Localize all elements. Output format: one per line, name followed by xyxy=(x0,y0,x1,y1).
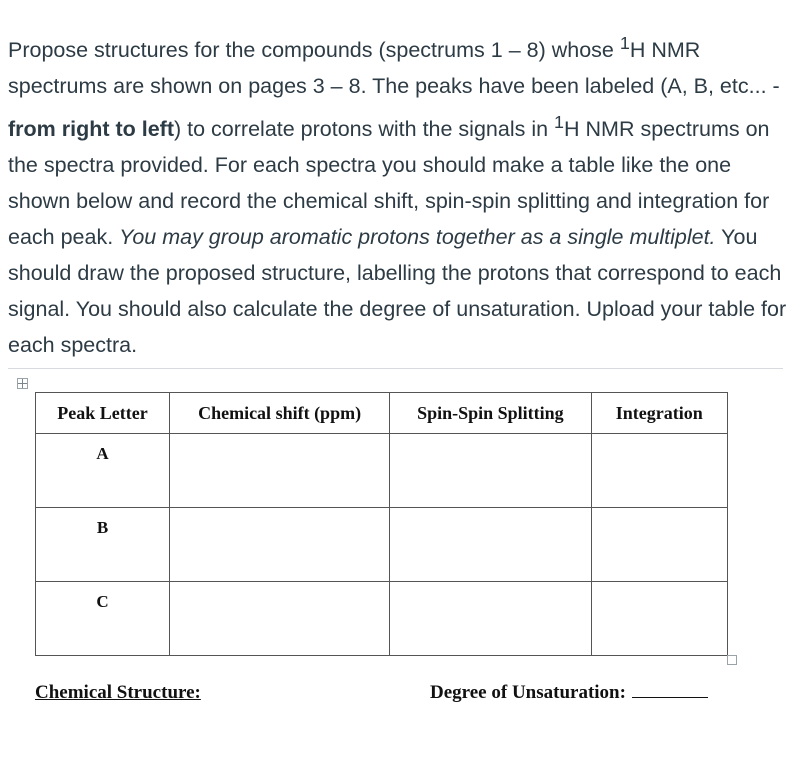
prompt-text-3: ) to correlate protons with the signals in xyxy=(174,117,555,142)
prompt-text-1: Propose structures for the compounds (spectrums 1 – 8) whose xyxy=(8,38,620,63)
prompt-text-4: H NMR spectrums on the spectra provided. For each spectra you should make a table like the one shown below and record the chemical shift, spin-spin splitting and integration for each peak. xyxy=(8,117,770,250)
question-prompt xyxy=(8,25,793,363)
integration-cell[interactable] xyxy=(591,434,727,508)
answer-blank-line[interactable] xyxy=(632,683,708,698)
header-integration: Integration xyxy=(591,393,727,434)
chemical-shift-cell[interactable] xyxy=(169,582,389,656)
peak-letter: C xyxy=(96,592,109,611)
integration-cell[interactable] xyxy=(591,508,727,582)
prompt-text-5: You should draw the proposed structure, labelling the protons that correspond to each signal. You should also calculate the degree of unsaturation. Upload your table for each spectra. xyxy=(8,225,787,358)
move-crosshair-icon[interactable] xyxy=(17,378,28,389)
peak-letter: A xyxy=(96,444,109,463)
spin-splitting-cell[interactable] xyxy=(390,508,591,582)
table-row xyxy=(36,508,728,582)
integration-cell[interactable] xyxy=(591,582,727,656)
prompt-text-2: H NMR spectrums are shown on pages 3 – 8. The peaks have been labeled (A, B, etc... - xyxy=(8,38,780,99)
prompt-bold-text: from right to left xyxy=(8,117,175,142)
header-peak-letter: Peak Letter xyxy=(36,393,170,434)
table-header-row xyxy=(36,393,728,434)
peak-letter: B xyxy=(96,518,109,537)
chemical-shift-cell[interactable] xyxy=(169,434,389,508)
peak-letter-cell[interactable] xyxy=(36,508,170,582)
spin-splitting-cell[interactable] xyxy=(390,434,591,508)
table-row xyxy=(36,582,728,656)
chemical-shift-cell[interactable] xyxy=(169,508,389,582)
header-chemical-shift: Chemical shift (ppm) xyxy=(169,393,389,434)
peak-letter-cell[interactable] xyxy=(36,582,170,656)
resize-handle-icon[interactable] xyxy=(727,655,737,665)
degree-unsaturation-label: Degree of Unsaturation: xyxy=(430,682,626,703)
peak-letter-cell[interactable] xyxy=(36,434,170,508)
chemical-structure-label: Chemical Structure: xyxy=(35,682,201,703)
degree-unsaturation-field xyxy=(430,682,708,704)
header-spin-splitting: Spin-Spin Splitting xyxy=(390,393,591,434)
prompt-italic-text: You may group aromatic protons together as a single multiplet. xyxy=(119,225,716,250)
superscript-2: 1 xyxy=(554,112,565,133)
peak-table xyxy=(35,392,728,656)
superscript-1: 1 xyxy=(619,33,630,53)
table-row xyxy=(36,434,728,508)
crosshair-glyph xyxy=(18,379,27,388)
spin-splitting-cell[interactable] xyxy=(390,582,591,656)
section-divider xyxy=(8,368,783,369)
